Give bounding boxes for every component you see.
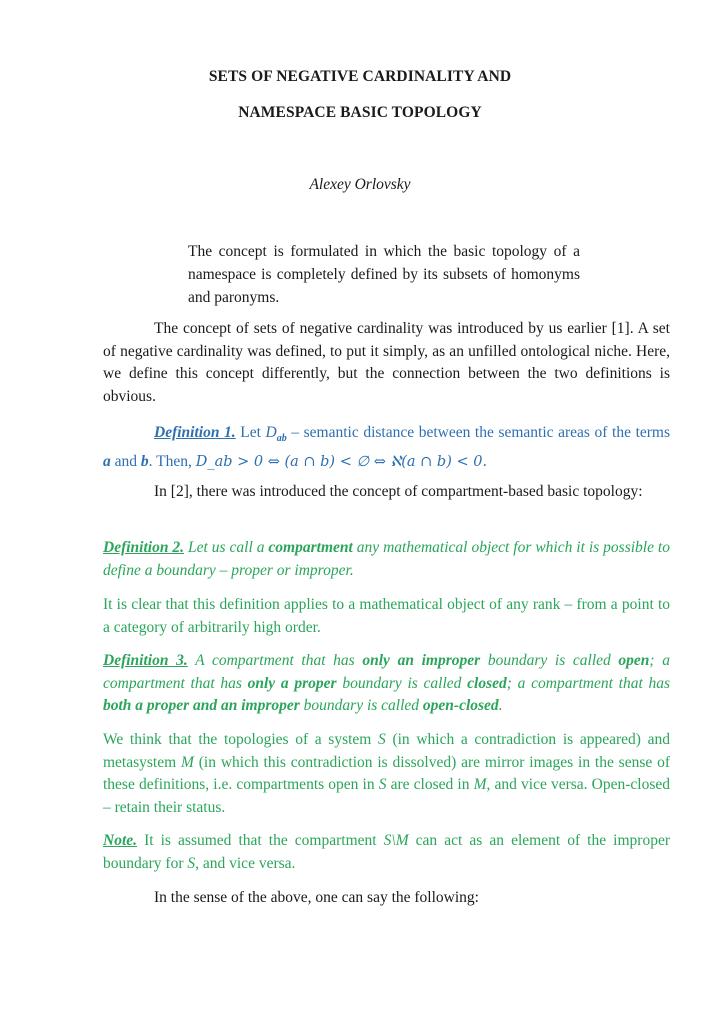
definition-3-text: A compartment that has	[187, 652, 363, 669]
note-label: Note.	[103, 832, 138, 849]
note-text: It is assumed that the compartment	[137, 832, 384, 849]
closing-paragraph: In the sense of the above, one can say the following:	[154, 889, 479, 906]
dab-letter: D	[265, 424, 277, 441]
definition-3	[103, 650, 670, 718]
dab-symbol	[265, 424, 287, 445]
note-paragraph	[103, 830, 670, 875]
definition-3-text: boundary is called	[480, 652, 619, 669]
topologies-text: (in which this contradiction is dissolved) are mirror images in the sense of these definitions, i.e. compartments open in	[103, 753, 670, 793]
author: Alexey Orlovsky	[309, 176, 411, 193]
symbol-M: M	[181, 753, 194, 771]
definition-2-text: any mathematical object for which it is possible to define a boundary – proper or improper.	[103, 539, 670, 579]
intro-paragraph: The concept of sets of negative cardinality was introduced by us earlier [1]. A set of negative cardinality was defined, to put it simply, as an unfilled ontological niche. Here, we define this concept differently, but the connection between the two definitions is obvious.	[103, 320, 670, 405]
definition-3-emphasis: only a proper	[247, 674, 337, 692]
definition-1-text: . Then,	[148, 452, 196, 470]
definition-1-text: – semantic distance between the semantic areas of the terms	[286, 424, 671, 441]
definition-3-text: ; a compartment that has	[103, 652, 670, 692]
topologies-text: are closed in	[386, 776, 474, 793]
definition-3-emphasis: closed	[467, 674, 507, 692]
definition-1-text: Let	[235, 424, 266, 441]
definition-3-emphasis: both a proper and an improper	[103, 697, 300, 714]
term-a: a	[103, 452, 111, 470]
note-text: can act as an element of the improper boundary for	[103, 832, 670, 872]
symbol-S: S	[378, 776, 387, 793]
term-b: b	[140, 452, 149, 470]
note-text: , and vice versa.	[195, 854, 296, 872]
definition-3-text: ; a compartment that has	[506, 674, 671, 692]
definition-3-emphasis: open	[618, 652, 650, 669]
definition-2-label: Definition 2.	[103, 539, 185, 556]
topologies-text: , and vice versa. Open-closed – retain their status.	[103, 776, 670, 816]
definition-3-label: Definition 3.	[103, 652, 188, 669]
symbol-S-minus-M: S\M	[383, 832, 409, 849]
title-line-2: NAMESPACE BASIC TOPOLOGY	[238, 104, 482, 121]
definition-2	[103, 537, 670, 582]
symbol-S: S	[378, 731, 386, 748]
symbol-M: M	[473, 776, 487, 793]
symbol-S: S	[187, 854, 196, 872]
definition-1-text: and	[110, 452, 141, 470]
dab-subscript: ab	[276, 433, 287, 445]
definition-3-text: boundary is called	[336, 674, 468, 692]
abstract: The concept is formulated in which the basic topology of a namespace is completely defined by its subsets of homonyms and paronyms.	[188, 243, 580, 306]
definition-3-text: boundary is called	[299, 697, 423, 714]
definition-1	[103, 422, 670, 473]
topologies-text: We think that the topologies of a system	[103, 731, 379, 748]
definition-3-emphasis: only an improper	[362, 652, 481, 669]
title-line-1: SETS OF NEGATIVE CARDINALITY AND	[208, 68, 512, 85]
definition-2-text: Let us call a	[184, 539, 269, 556]
definition-3-emphasis: open-closed	[422, 697, 499, 714]
definition-1-formula: D_ab > 0 ⇔ (a ∩ b) < ∅ ⇔ ℵ(a ∩ b) < 0.	[195, 453, 488, 470]
definition-3-text: .	[498, 697, 503, 714]
intro2-paragraph: In [2], there was introduced the concept of compartment-based basic topology:	[154, 483, 643, 500]
topologies-paragraph	[103, 729, 670, 819]
definition-2-term: compartment	[268, 539, 353, 556]
topologies-text: (in which a contradiction is appeared) and metasystem	[103, 731, 670, 771]
definition-1-label: Definition 1.	[154, 424, 236, 441]
clear-paragraph: It is clear that this definition applies to a mathematical object of any rank – from a point to a category of arbitrarily high order.	[103, 596, 670, 636]
